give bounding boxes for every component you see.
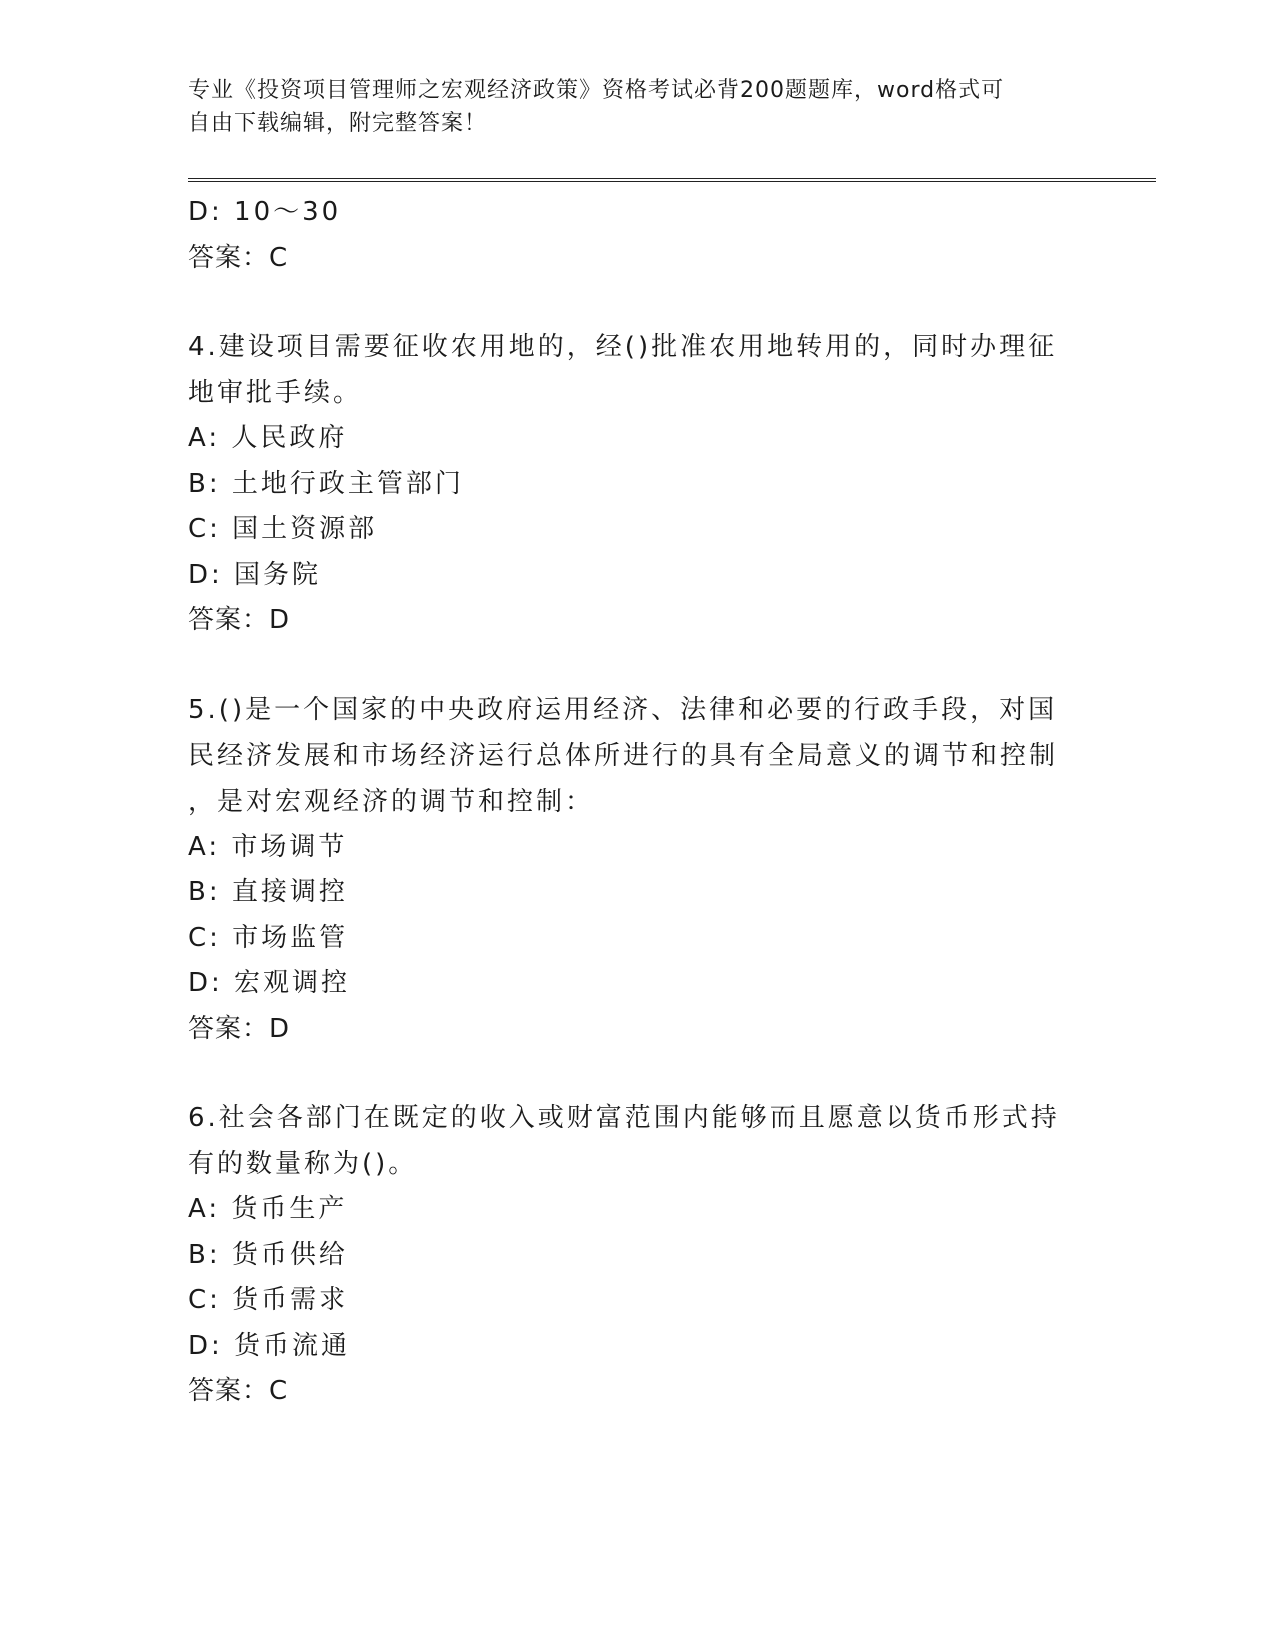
option-a: A: 市场调节 xyxy=(188,831,348,862)
option-b: B: 货币供给 xyxy=(188,1239,348,1270)
answer: 答案：D xyxy=(188,605,291,635)
option-b: B: 土地行政主管部门 xyxy=(188,468,464,499)
question-text-line: 4.建设项目需要征收农用地的，经()批准农用地转用的，同时办理征 xyxy=(188,332,1058,362)
question-list xyxy=(188,190,1068,1415)
question-text-line: 地审批手续。 xyxy=(188,378,363,408)
option-d: D: 货币流通 xyxy=(188,1330,351,1361)
option-a: A: 货币生产 xyxy=(188,1194,348,1224)
previous-question-tail xyxy=(188,190,1068,281)
option-c: C: 货币需求 xyxy=(188,1285,349,1315)
answer: 答案：D xyxy=(188,1013,291,1044)
option-d: D: 宏观调控 xyxy=(188,968,351,998)
question-text-line: 5.()是一个国家的中央政府运用经济、法律和必要的行政手段，对国 xyxy=(188,694,1058,725)
option-c: C: 国土资源部 xyxy=(188,514,378,544)
option-c: C: 市场监管 xyxy=(188,922,349,953)
question-5 xyxy=(188,687,1068,1053)
question-text-line: ，是对宏观经济的调节和控制： xyxy=(188,786,595,817)
answer: 答案：C xyxy=(188,242,289,273)
header-line-1: 专业《投资项目管理师之宏观经济政策》资格考试必背200题题库，word格式可 xyxy=(188,78,1005,103)
option-a: A: 人民政府 xyxy=(188,423,348,453)
question-text-line: 6.社会各部门在既定的收入或财富范围内能够而且愿意以货币形式持 xyxy=(188,1103,1060,1133)
header-line-2: 自由下载编辑，附完整答案！ xyxy=(188,111,488,136)
answer: 答案：C xyxy=(188,1376,289,1406)
question-text-line: 民经济发展和市场经济运行总体所进行的具有全局意义的调节和控制 xyxy=(188,740,1059,771)
question-4 xyxy=(188,324,1068,644)
question-text-line: 有的数量称为()。 xyxy=(188,1149,418,1179)
option-d: D: 国务院 xyxy=(188,559,322,590)
header-divider xyxy=(188,178,1156,182)
question-6 xyxy=(188,1095,1068,1415)
option-d: D: 10～30 xyxy=(188,197,342,227)
option-b: B: 直接调控 xyxy=(188,877,348,907)
page-header xyxy=(188,74,1068,140)
